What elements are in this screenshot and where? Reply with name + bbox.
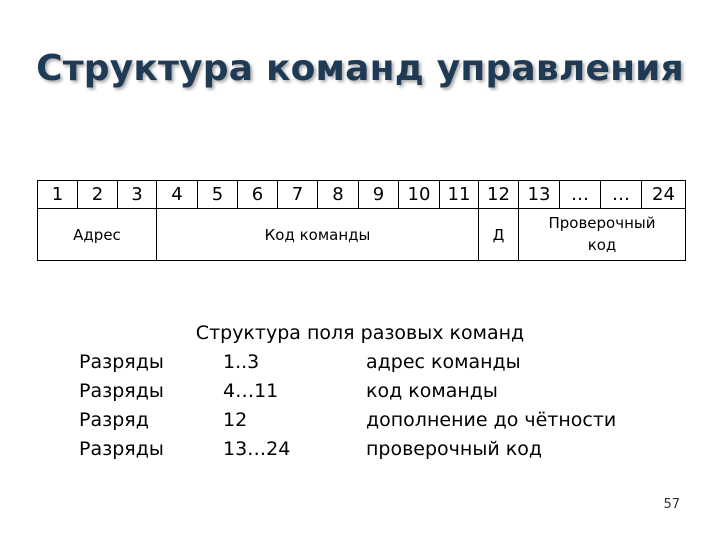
bit-cell: 12 [479, 181, 519, 209]
row-range: 1..3 [223, 351, 260, 373]
row-label: Разряды [79, 380, 164, 402]
check-code-label-line2: код [587, 236, 617, 254]
slide-title: Структура команд управления [36, 48, 684, 89]
bit-cell: 1 [38, 181, 78, 209]
row-label: Разряд [79, 409, 149, 431]
row-range: 4…11 [223, 380, 279, 402]
bit-cell: 2 [78, 181, 118, 209]
row-meaning: адрес команды [366, 351, 521, 373]
description-title: Структура поля разовых команд [195, 322, 525, 344]
check-code-field-cell [519, 209, 686, 261]
description-row [0, 438, 720, 466]
check-code-label-line1: Проверочный [548, 214, 656, 232]
bit-cell: 24 [642, 181, 686, 209]
address-field-cell [38, 209, 157, 261]
bit-cell: 3 [118, 181, 157, 209]
bit-cell: 4 [157, 181, 198, 209]
bit-cell: 13 [519, 181, 560, 209]
row-range: 13…24 [223, 438, 291, 460]
description-row [0, 380, 720, 408]
page-number: 57 [663, 497, 680, 512]
row-range: 12 [223, 409, 248, 431]
bit-number-row [38, 181, 686, 209]
bit-cell: … [560, 181, 601, 209]
row-meaning: проверочный код [366, 438, 542, 460]
address-field-label: Адрес [73, 225, 121, 244]
row-label: Разряды [79, 351, 164, 373]
description-row [0, 351, 720, 379]
row-meaning: код команды [366, 380, 498, 402]
parity-field-cell [479, 209, 519, 261]
row-meaning: дополнение до чётности [366, 409, 617, 431]
bit-cell: … [601, 181, 642, 209]
bit-cell: 6 [238, 181, 278, 209]
bit-cell: 8 [318, 181, 359, 209]
field-row [38, 209, 686, 261]
description-row [0, 409, 720, 437]
bit-structure-table [37, 180, 686, 261]
bit-cell: 7 [278, 181, 318, 209]
row-label: Разряды [79, 438, 164, 460]
parity-field-label: Д [492, 225, 505, 244]
command-code-field-cell [157, 209, 479, 261]
bit-cell: 9 [359, 181, 399, 209]
command-code-field-label: Код команды [264, 225, 371, 244]
bit-cell: 11 [440, 181, 479, 209]
bit-cell: 5 [198, 181, 238, 209]
bit-cell: 10 [399, 181, 440, 209]
